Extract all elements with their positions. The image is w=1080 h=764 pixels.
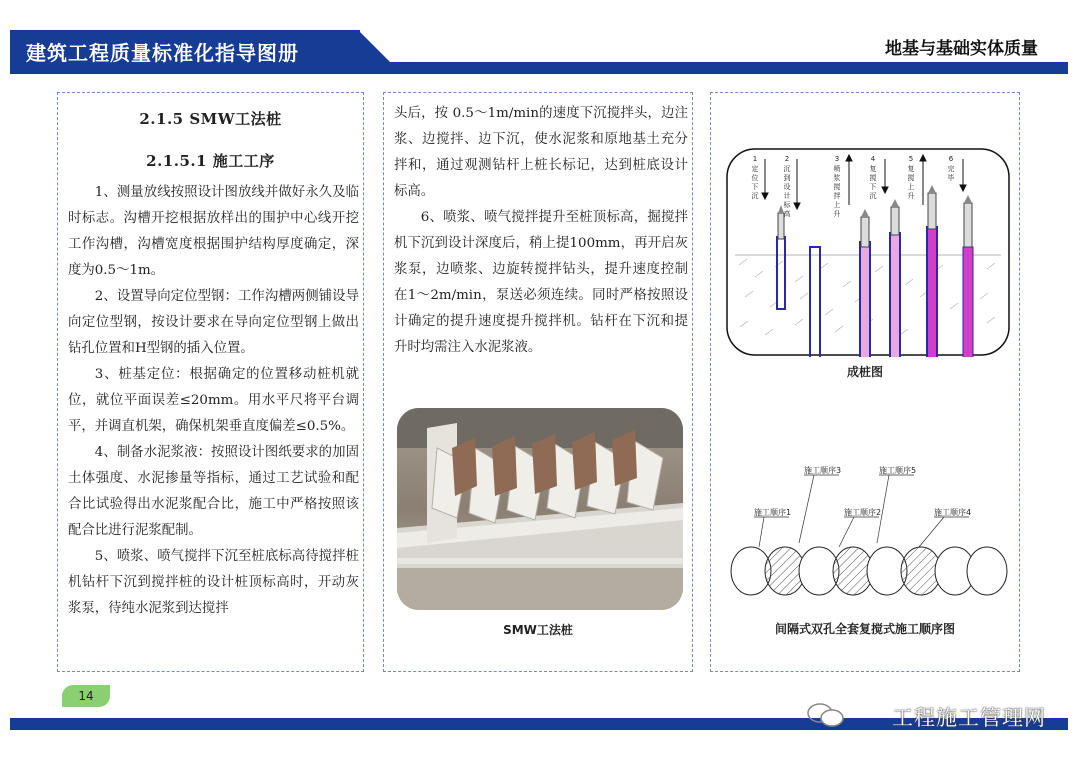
paragraph: 1、测量放线按照设计图放线并做好永久及临时标志。沟槽开挖根据放样出的围护中心线开挖工作沟槽，沟槽宽度根据围护结构厚度确定，深度为0.5～1m。: [68, 185, 359, 278]
step-label: 沉到设计标高: [783, 165, 791, 218]
paragraph: 6、喷浆、喷气搅拌提升至桩顶标高，掘搅拌机下沉到设计深度后，稍上提100mm，再开启灰浆泵，边喷浆、边旋转搅拌钻头，提升速度控制在1～2m/min，泵送必须连续。同时严格按照设计确定的提升速度提升搅拌机。钻杆在下沉和提升时均需注入水泥浆液。: [394, 210, 688, 355]
pile-caption: 成桩图: [846, 365, 883, 379]
step-number: 2: [784, 155, 790, 163]
chat-logo-icon: [806, 701, 846, 729]
text-column-2: [383, 92, 693, 672]
pile-process-diagram: [725, 147, 1011, 357]
paragraph: 头后，按 0.5～1m/min的速度下沉搅拌头，边注浆、边搅拌、边下沉，使水泥浆和原地基土充分拌和，通过观测钻杆上桩长标记，达到桩底设计标高。: [394, 106, 688, 199]
sequence-label: 施工顺序2: [844, 508, 882, 517]
figure-column: [710, 92, 1020, 672]
sequence-diagram: [729, 465, 1009, 615]
step-label: 完毕: [947, 165, 955, 182]
text-column-1: [57, 92, 364, 672]
step-number: 6: [948, 155, 954, 163]
sequence-label: 施工顺序5: [879, 466, 917, 475]
step-label: 复搅下沉: [869, 165, 877, 200]
step-number: 3: [834, 155, 840, 163]
section-heading: 2.1.5 SMW工法桩: [139, 110, 282, 128]
sequence-caption: 间隔式双孔全套复搅式施工顺序图: [774, 622, 955, 636]
page-number: 14: [62, 685, 110, 707]
sequence-label: 施工顺序4: [934, 508, 972, 517]
step-label: 复搅上升: [907, 165, 915, 200]
header-tab-slant: [358, 30, 398, 70]
smw-pile-photo: [397, 408, 683, 610]
section-title: 地基与基础实体质量: [885, 39, 1038, 59]
paragraph: 4、制备水泥浆液：按照设计图纸要求的加固土体强度、水泥掺量等指标，通过工艺试验和配合比试验得出水泥浆配合比，施工中严格按照该配合比进行泥浆配制。: [68, 445, 359, 538]
watermark: 工程施工管理网: [892, 706, 1046, 730]
sequence-label: 施工顺序1: [754, 508, 792, 517]
step-number: 5: [908, 155, 914, 163]
step-number: 1: [752, 155, 758, 163]
photo-caption: SMW工法桩: [503, 623, 573, 637]
paragraph: 3、桩基定位：根据确定的位置移动桩机就位，就位平面误差≤20mm。用水平尺将平台调平，并调直机架，确保机架垂直度偏差≤0.5%。: [68, 367, 359, 434]
paragraph: 5、喷浆、喷气搅拌下沉至桩底标高待搅拌桩机钻杆下沉到搅拌桩的设计桩顶标高时，开动灰浆泵，待纯水泥浆到达搅拌: [68, 549, 359, 616]
paragraph: 2、设置导向定位型钢：工作沟槽两侧铺设导向定位型钢，按设计要求在导向定位型钢上做出钻孔位置和H型钢的插入位置。: [68, 289, 359, 356]
step-label: 喷浆搅拌上升: [833, 165, 841, 218]
subsection-heading: 2.1.5.1 施工工序: [146, 152, 275, 170]
step-label: 定位下沉: [751, 165, 759, 200]
sequence-label: 施工顺序3: [804, 466, 842, 475]
document-title: 建筑工程质量标准化指导图册: [26, 41, 299, 65]
step-number: 4: [870, 155, 876, 163]
